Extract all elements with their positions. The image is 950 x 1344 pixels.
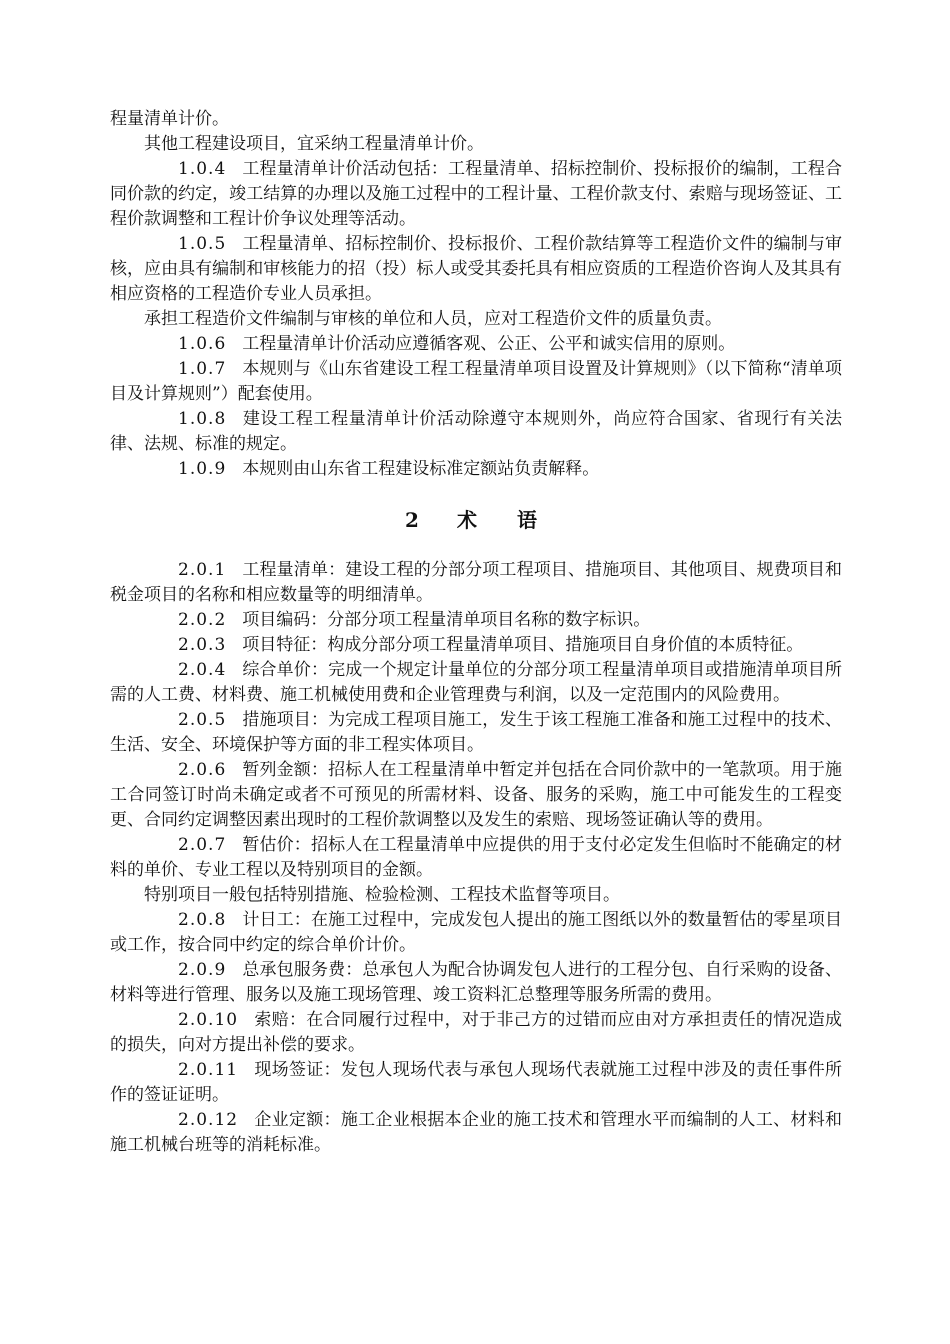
section-heading: 术 语: [456, 508, 547, 532]
paragraph: 特别项目一般包括特别措施、检验检测、工程技术监督等项目。: [144, 885, 620, 905]
term-2-0-7: 2.0.7 暂估价：招标人在工程量清单中应提供的用于支付必定发生但临时不能确定的材料的单价、专业工程以及特别项目的金额。: [110, 835, 842, 880]
clause-1-0-5: 1.0.5 工程量清单、招标控制价、投标报价、工程价款结算等工程造价文件的编制与审核，应由具有编制和审核能力的招（投）标人或受其委托具有相应资质的工程造价咨询人及其具有相应资格的工程造价专业人员承担。: [110, 234, 842, 304]
term-2-0-1: 2.0.1 工程量清单：建设工程的分部分项工程项目、措施项目、其他项目、规费项目和税金项目的名称和相应数量等的明细清单。: [110, 560, 842, 605]
term-2-0-9: 2.0.9 总承包服务费：总承包人为配合协调发包人进行的工程分包、自行采购的设备、材料等进行管理、服务以及施工现场管理、竣工资料汇总整理等服务所需的费用。: [110, 960, 842, 1005]
term-2-0-5: 2.0.5 措施项目：为完成工程项目施工，发生于该工程施工准备和施工过程中的技术、生活、安全、环境保护等方面的非工程实体项目。: [110, 710, 842, 755]
term-2-0-2: 2.0.2 项目编码：分部分项工程量清单项目名称的数字标识。: [110, 608, 842, 633]
clause-number: 1.0.6: [178, 334, 227, 354]
paragraph: 程量清单计价。: [110, 109, 229, 129]
clause-number: 1.0.8: [178, 409, 227, 429]
clause-number: 2.0.5: [178, 710, 227, 730]
term-2-0-12: 2.0.12 企业定额：施工企业根据本企业的施工技术和管理水平而编制的人工、材料和施工机械台班等的消耗标准。: [110, 1110, 842, 1155]
clause-number: 2.0.11: [178, 1060, 239, 1080]
term-2-0-11: 2.0.11 现场签证：发包人现场代表与承包人现场代表就施工过程中涉及的责任事件所作的签证证明。: [110, 1060, 842, 1105]
clause-1-0-8: 1.0.8 建设工程工程量清单计价活动除遵守本规则外，尚应符合国家、省现行有关法律、法规、标准的规定。: [110, 409, 842, 454]
clause-number: 2.0.8: [178, 910, 227, 930]
clause-1-0-6: 1.0.6 工程量清单计价活动应遵循客观、公正、公平和诚实信用的原则。: [110, 332, 842, 357]
clause-number: 2.0.6: [178, 760, 227, 780]
clause-number: 2.0.9: [178, 960, 227, 980]
clause-1-0-7: 1.0.7 本规则与《山东省建设工程工程量清单项目设置及计算规则》（以下简称“清单项目及计算规则”）配套使用。: [110, 359, 842, 404]
section-number: 2: [405, 508, 429, 532]
term-2-0-4: 2.0.4 综合单价：完成一个规定计量单位的分部分项工程量清单项目或措施清单项目所需的人工费、材料费、施工机械使用费和企业管理费与利润，以及一定范围内的风险费用。: [110, 660, 842, 705]
clause-1-0-4: 1.0.4 工程量清单计价活动包括：工程量清单、招标控制价、投标报价的编制，工程合同价款的约定，竣工结算的办理以及施工过程中的工程计量、工程价款支付、索赔与现场签证、工程价款调整和工程计价争议处理等活动。: [110, 159, 842, 229]
clause-1-0-9: 1.0.9 本规则由山东省工程建设标准定额站负责解释。: [110, 457, 842, 482]
paragraph: 承担工程造价文件编制与审核的单位和人员，应对工程造价文件的质量负责。: [144, 309, 722, 329]
paragraph: 其他工程建设项目，宜采纳工程量清单计价。: [144, 134, 484, 154]
clause-number: 2.0.4: [178, 660, 227, 680]
clause-number: 2.0.3: [178, 635, 227, 655]
clause-number: 1.0.7: [178, 359, 227, 379]
clause-number: 2.0.7: [178, 835, 227, 855]
clause-number: 2.0.1: [178, 560, 227, 580]
term-2-0-3: 2.0.3 项目特征：构成分部分项工程量清单项目、措施项目自身价值的本质特征。: [110, 633, 842, 658]
clause-number: 2.0.2: [178, 610, 227, 630]
clause-number: 1.0.9: [178, 459, 227, 479]
term-2-0-10: 2.0.10 索赔：在合同履行过程中，对于非己方的过错而应由对方承担责任的情况造成的损失，向对方提出补偿的要求。: [110, 1010, 842, 1055]
clause-list-terms: [110, 558, 842, 1158]
clause-number: 1.0.5: [178, 234, 227, 254]
section-title: [110, 506, 842, 534]
clause-list-general: [110, 107, 842, 482]
clause-number: 2.0.12: [178, 1110, 239, 1130]
term-2-0-6: 2.0.6 暂列金额：招标人在工程量清单中暂定并包括在合同价款中的一笔款项。用于施工合同签订时尚未确定或者不可预见的所需材料、设备、服务的采购，施工中可能发生的工程变更、合同约定调整因素出现时的工程价款调整以及发生的索赔、现场签证确认等的费用。: [110, 760, 842, 830]
term-2-0-8: 2.0.8 计日工：在施工过程中，完成发包人提出的施工图纸以外的数量暂估的零星项目或工作，按合同中约定的综合单价计价。: [110, 910, 842, 955]
clause-number: 1.0.4: [178, 159, 227, 179]
clause-number: 2.0.10: [178, 1010, 239, 1030]
